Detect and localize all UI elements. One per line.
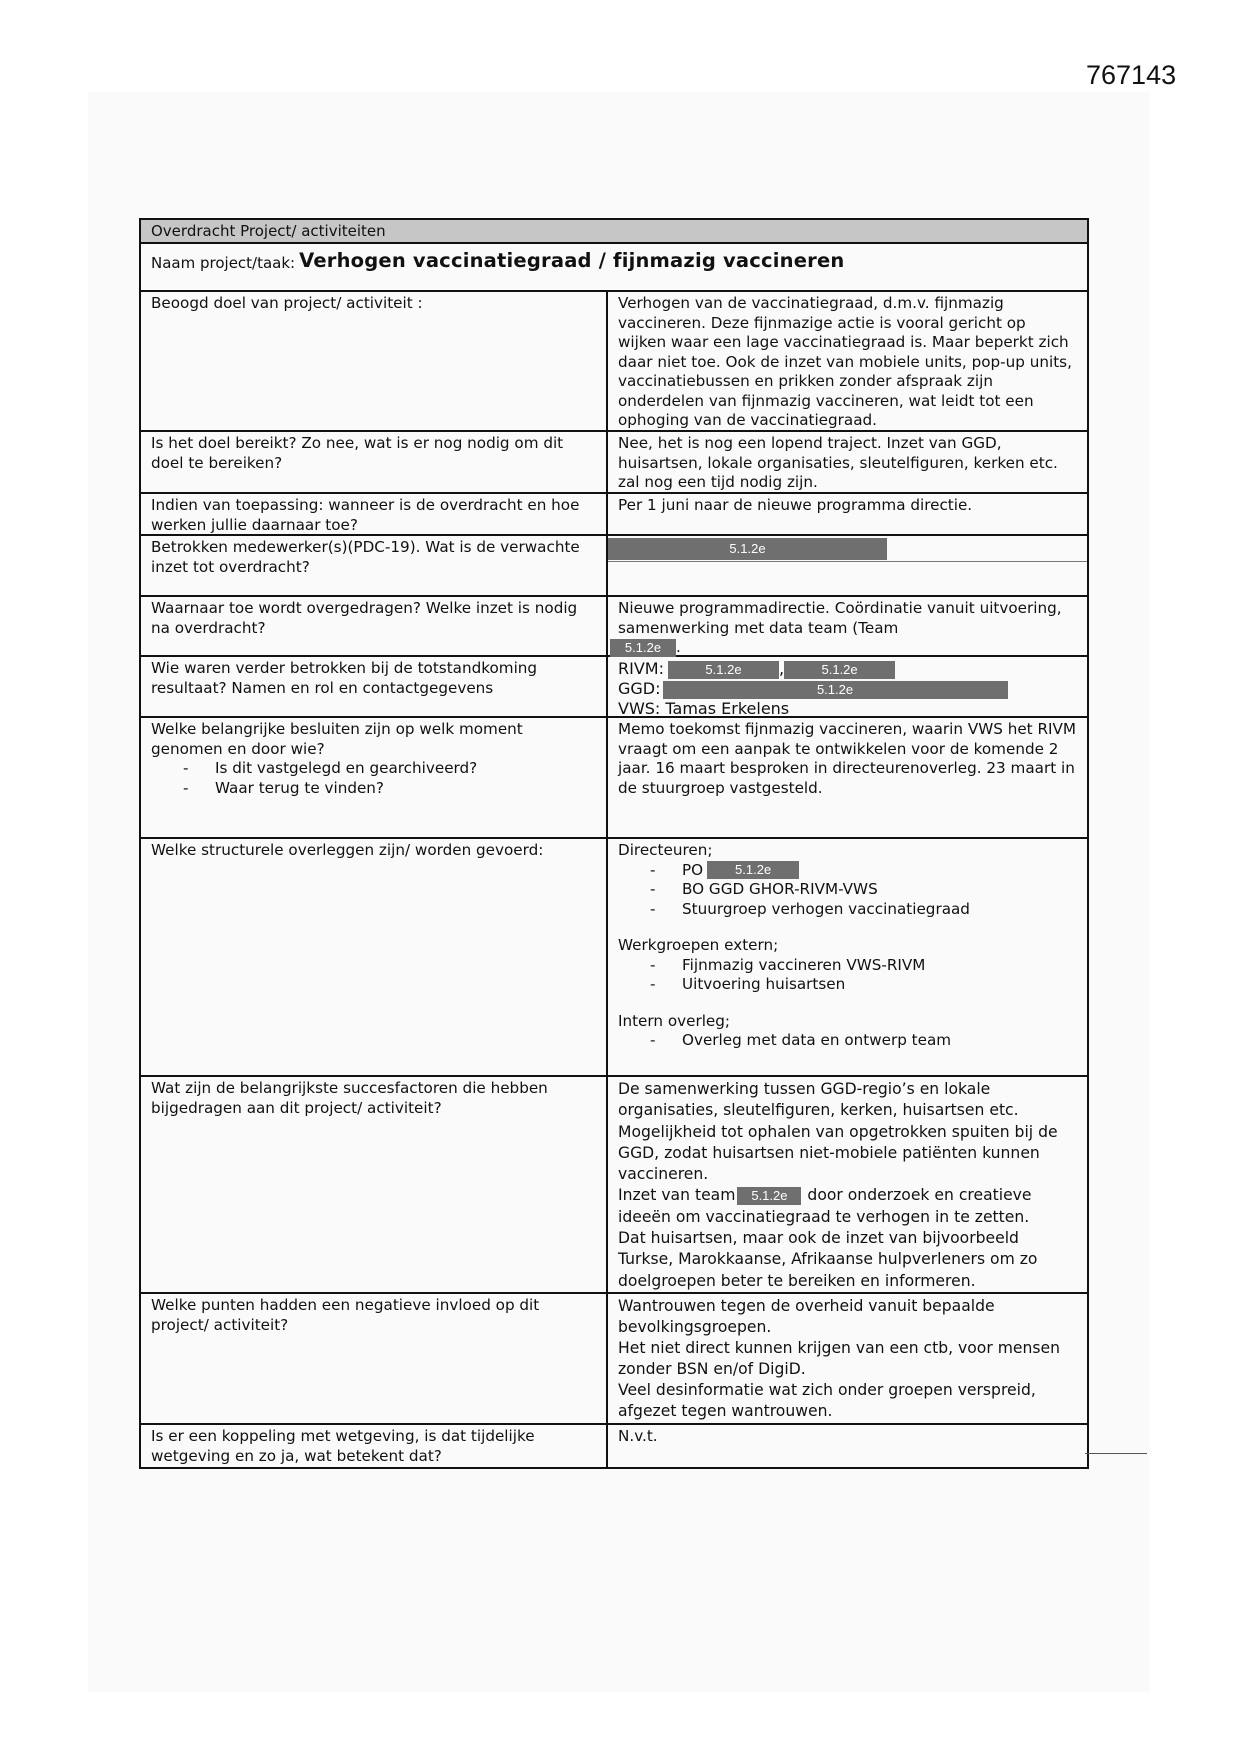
question-success: Wat zijn de belangrijkste succesfactoren die hebben bijgedragen aan dit project/ activiteit? (141, 1077, 608, 1292)
decisions-sub-item: - Is dit vastgelegd en gearchiveerd? (151, 759, 596, 779)
directors-list (618, 861, 1077, 920)
negative-answer-3: Veel desinformatie wat zich onder groepen verspreid, afgezet tegen wantrouwen. (618, 1381, 1036, 1420)
answer-staff (608, 536, 1087, 595)
row-success (141, 1077, 1087, 1294)
ggd-label: GGD: (618, 679, 661, 698)
vws-contact: VWS: Tamas Erkelens (618, 699, 790, 718)
row-meetings (141, 839, 1087, 1077)
answer-goal: Verhogen van de vaccinatiegraad, d.m.v. fijnmazig vaccineren. Deze fijnmazige actie is vooral gericht op wijken waar een lage vaccinatiegraad is. Maar beperkt zich daar niet toe. Ook de inzet van mobiele units, pop-up units, vaccinatiebussen en prikken zonder afspraak zijn onderdelen van fijnmazig vaccineren, wat leidt tot een ophoging van de vaccinatiegraad. (618, 294, 1072, 429)
question-negative: Welke punten hadden een negatieve invloed op dit project/ activiteit? (141, 1294, 608, 1423)
redaction-bar: 5.1.2e (737, 1187, 801, 1205)
question-decisions-text: Welke belangrijke besluiten zijn op welk moment genomen en door wie? (151, 720, 523, 758)
answer-negative (608, 1294, 1087, 1423)
row-legislation (141, 1425, 1087, 1467)
answer-transfer-to-text: Nieuwe programmadirectie. Coördinatie vanuit uitvoering, samenwerking met data team (Team (618, 599, 1062, 637)
redaction-bar: 5.1.2e (668, 661, 779, 679)
decisions-sub-item: - Waar terug te vinden? (151, 779, 596, 799)
answer-decisions: Memo toekomst fijnmazig vaccineren, waarin VWS het RIVM vraagt om een aanpak te ontwikkelen voor de komende 2 jaar. 16 maart besproken in directeurenoverleg. 23 maart in de stuurgroep vastgesteld. (618, 720, 1076, 797)
negative-answer-1: Wantrouwen tegen de overheid vanuit bepaalde bevolkingsgroepen. (618, 1297, 995, 1336)
directors-po-label: PO (682, 860, 704, 879)
redaction-bar: 5.1.2e (663, 681, 1008, 699)
answer-handover: Per 1 juni naar de nieuwe programma directie. (618, 496, 973, 514)
answer-involved (608, 657, 1087, 716)
success-answer-3 (618, 1185, 1077, 1228)
external-item: - Uitvoering huisartsen (618, 975, 1077, 995)
answer-achieved: Nee, het is nog een lopend traject. Inzet van GGD, huisartsen, lokale organisaties, sleutelfiguren, kerken etc. zal nog een tijd nodig zijn. (618, 434, 1058, 491)
internal-list (618, 1031, 1077, 1051)
question-goal: Beoogd doel van project/ activiteit : (141, 292, 608, 430)
directors-item: - Stuurgroep verhogen vaccinatiegraad (618, 900, 1077, 920)
question-decisions (141, 718, 608, 837)
directors-item: - BO GGD GHOR-RIVM-VWS (618, 880, 1077, 900)
project-name-row (141, 244, 1087, 292)
project-label: Naam project/taak: (151, 254, 296, 272)
form-title: Overdracht Project/ activiteiten (141, 220, 1087, 244)
redaction-bar: 5.1.2e (707, 861, 799, 879)
success-answer-4: Dat huisartsen, maar ook de inzet van bijvoorbeeld Turkse, Marokkaanse, Afrikaanse hulpverleners om zo doelgroepen beter te bereiken en informeren. (618, 1229, 1038, 1290)
handover-form (139, 218, 1089, 1469)
rivm-comma: , (778, 659, 785, 678)
directors-item (618, 861, 1077, 881)
row-negative (141, 1294, 1087, 1425)
success-answer-1: De samenwerking tussen GGD-regio’s en lokale organisaties, sleutelfiguren, kerken, huisartsen etc. (618, 1080, 1019, 1120)
row-staff (141, 536, 1087, 597)
question-staff: Betrokken medewerker(s)(PDC-19). Wat is de verwachte inzet tot overdracht? (141, 536, 608, 595)
question-achieved: Is het doel bereikt? Zo nee, wat is er nog nodig om dit doel te bereiken? (141, 432, 608, 492)
trailing-rule (1085, 1453, 1147, 1454)
external-title: Werkgroepen extern; (618, 936, 779, 954)
document-number: 767143 (1086, 60, 1177, 90)
decisions-sublist (151, 759, 596, 798)
question-involved: Wie waren verder betrokken bij de totstandkoming resultaat? Namen en rol en contactgegevens (141, 657, 608, 716)
internal-title: Intern overleg; (618, 1011, 731, 1030)
question-handover: Indien van toepassing: wanneer is de overdracht en hoe werken jullie daarnaar toe? (141, 494, 608, 534)
row-transfer-to (141, 597, 1087, 657)
row-goal (141, 292, 1087, 432)
question-legislation: Is er een koppeling met wetgeving, is dat tijdelijke wetgeving en zo ja, wat betekent dat? (141, 1425, 608, 1467)
row-decisions (141, 718, 1087, 839)
answer-transfer-to-end: . (676, 638, 681, 656)
success-answer-3-start: Inzet van team (618, 1186, 736, 1205)
row-achieved (141, 432, 1087, 494)
directors-title: Directeuren; (618, 841, 713, 859)
answer-legislation: N.v.t. (618, 1427, 658, 1445)
internal-item: - Overleg met data en ontwerp team (618, 1031, 1077, 1051)
answer-success (608, 1077, 1087, 1292)
negative-answer-2: Het niet direct kunnen krijgen van een ctb, voor mensen zonder BSN en/of DigiD. (618, 1339, 1060, 1378)
row-handover (141, 494, 1087, 536)
project-value: Verhogen vaccinatiegraad / fijnmazig vaccineren (299, 249, 845, 272)
answer-meetings (608, 839, 1087, 1075)
success-answer-2: Mogelijkheid tot ophalen van opgetrokken spuiten bij de GGD, zodat huisartsen niet-mobiele patiënten kunnen vaccineren. (618, 1122, 1058, 1184)
question-transfer-to: Waarnaar toe wordt overgedragen? Welke inzet is nodig na overdracht? (141, 597, 608, 655)
redaction-bar: 5.1.2e (610, 639, 676, 657)
answer-transfer-to (608, 597, 1087, 655)
external-list (618, 956, 1077, 995)
external-item: - Fijnmazig vaccineren VWS-RIVM (618, 956, 1077, 976)
question-meetings: Welke structurele overleggen zijn/ worden gevoerd: (141, 839, 608, 1075)
rivm-label: RIVM: (618, 659, 664, 678)
redaction-bar: 5.1.2e (784, 661, 895, 679)
redaction-bar: 5.1.2e (608, 538, 887, 560)
success-answer-3-end: door onderzoek en creatieve ideeën om vaccinatiegraad te verhogen in te zetten. (618, 1186, 1032, 1226)
row-involved (141, 657, 1087, 718)
